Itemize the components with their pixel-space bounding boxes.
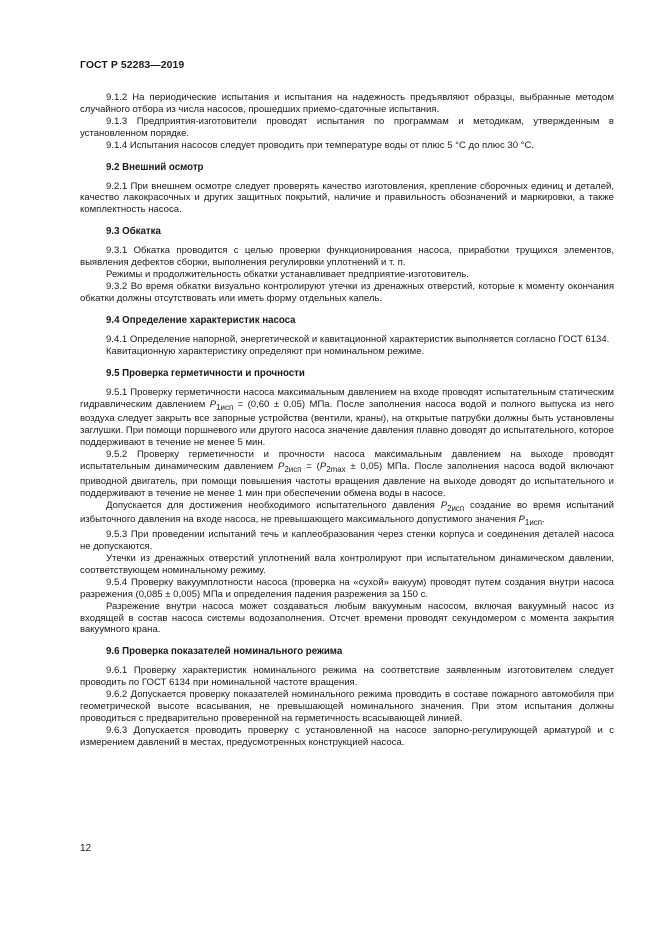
- paragraph-9-6-2: 9.6.2 Допускается проверку показателей номинального режима проводить в составе пожарного автомобиля при геометрической высоте всасывания, не превышающей номинального значения. При этом испытания должны проводиться с предварительно проверенной на герметичность всасывающей линией.: [80, 689, 614, 724]
- paragraph-9-5-3-leaks: Утечки из дренажных отверстий уплотнений вала контролируют при испытательном динамическом давлении, соответствующем номинальному режиму.: [80, 553, 614, 576]
- paragraph-9-3-1-modes: Режимы и продолжительность обкатки устанавливает предприятие-изготовитель.: [106, 269, 469, 281]
- section-title-9-5: 9.5 Проверка герметичности и прочности: [106, 367, 305, 379]
- paragraph-9-3-1: 9.3.1 Обкатка проводится с целью проверки функционирования насоса, приработки трущихся элементов, выявления дефектов сборки, выполнения регулировки уплотнений и т. п.: [80, 245, 614, 269]
- page-number: 12: [80, 843, 92, 854]
- paragraph-9-6-3: 9.6.3 Допускается проводить проверку с установленной на насосе запорно-регулирующей арматурой и с измерением давлений в местах, предусмотренных конструкцией насоса.: [80, 724, 614, 748]
- paragraph-9-5-4-vacuum: Разрежение внутри насоса может создаваться любым вакуумным насосом, включая вакуумный насос из входящей в состав насоса системы водозаполнения. Отсчет времени проводят секундомером с момента закрытия вакуумного крана.: [80, 600, 614, 636]
- paragraph-9-3-2: 9.3.2 Во время обкатки визуально контролируют утечки из дренажных отверстий, которые к моменту окончания обкатки должны отсутствовать или иметь форму отдельных капель.: [80, 280, 614, 304]
- paragraph-9-5-1: 9.5.1 Проверку герметичности насоса максимальным давлением на входе проводят испытательным статическим гидравлическим давлением $P_{1исп} = (0,60 \pm 0,05)$ МПа. После заполнения насоса водой и полного выпуска из него воздуха следует закрыть все запорные устройства (вентили, краны), на открытые патрубки должны быть установлены заглушки. При помощи поршневого или другого насоса значение давления плавно доводят до испытательного, которое поддерживают в течение не менее 5 мин.: [80, 386, 614, 449]
- paragraph-9-5-4: 9.5.4 Проверку вакуумплотности насоса (проверка на «сухой» вакуум) проводят путем создания внутри насоса разрежения (0,085 ± 0,005) МПа и определения падения разрежения за 150 с.: [80, 576, 614, 600]
- section-title-9-3: 9.3 Обкатка: [106, 226, 161, 238]
- paragraph-9-1-2: 9.1.2 На периодические испытания и испытания на надежность предъявляют образцы, выбранные методом случайного отбора из числа насосов, прошедших приемо-сдаточные испытания.: [80, 92, 614, 115]
- section-title-9-2: 9.2 Внешний осмотр: [106, 161, 204, 173]
- section-title-9-6: 9.6 Проверка показателей номинального режима: [106, 646, 343, 658]
- paragraph-9-5-3: 9.5.3 При проведении испытаний течь и каплеобразования через стенки корпуса и соединения деталей насоса не допускаются.: [80, 529, 614, 553]
- paragraph-9-1-4: 9.1.4 Испытания насосов следует проводить при температуре воды от плюс 5 °С до плюс 30 °С.: [106, 139, 535, 151]
- paragraph-9-4-1-cavitation: Кавитационную характеристику определяют при номинальном режиме.: [106, 345, 425, 357]
- paragraph-9-5-2: 9.5.2 Проверку герметичности и прочности насоса максимальным давлением на выходе проводят испытательным динамическим давлением $P_{2исп} = (P_{2max} \pm 0,05)$ МПа. После заполнения насоса водой включают приводной двигатель, при помощи повышения частоты вращения давление на выходе доводят до испытательного и поддерживают в течение не менее 1 мин при обеспечении обмена воды в насосе.: [80, 449, 615, 499]
- paragraph-9-1-3: 9.1.3 Предприятия-изготовители проводят испытания по программам и методикам, утвержденным в установленном порядке.: [80, 115, 614, 139]
- paragraph-9-5-2-allowance: Допускается для достижения необходимого испытательного давления $P_{2исп}$ создание во время испытаний избыточного давления на входе насоса, не превышающего максимального допустимого значения $P_{1исп}$.: [80, 499, 614, 528]
- document-header: ГОСТ Р 52283—2019: [80, 60, 185, 71]
- paragraph-9-2-1: 9.2.1 При внешнем осмотре следует проверять качество изготовления, крепление сборочных единиц и деталей, качество лакокрасочных и других защитных покрытий, наличие и правильность обозначений и маркировки, а также комплектность насоса.: [80, 180, 614, 216]
- document-body: [80, 92, 614, 749]
- paragraph-9-6-1: 9.6.1 Проверку характеристик номинального режима на соответствие заявленным изготовителем следует проводить по ГОСТ 6134 при номинальной частоте вращения.: [80, 665, 614, 689]
- paragraph-9-4-1: 9.4.1 Определение напорной, энергетической и кавитационной характеристик выполняется согласно ГОСТ 6134.: [106, 333, 610, 345]
- section-title-9-4: 9.4 Определение характеристик насоса: [106, 314, 296, 326]
